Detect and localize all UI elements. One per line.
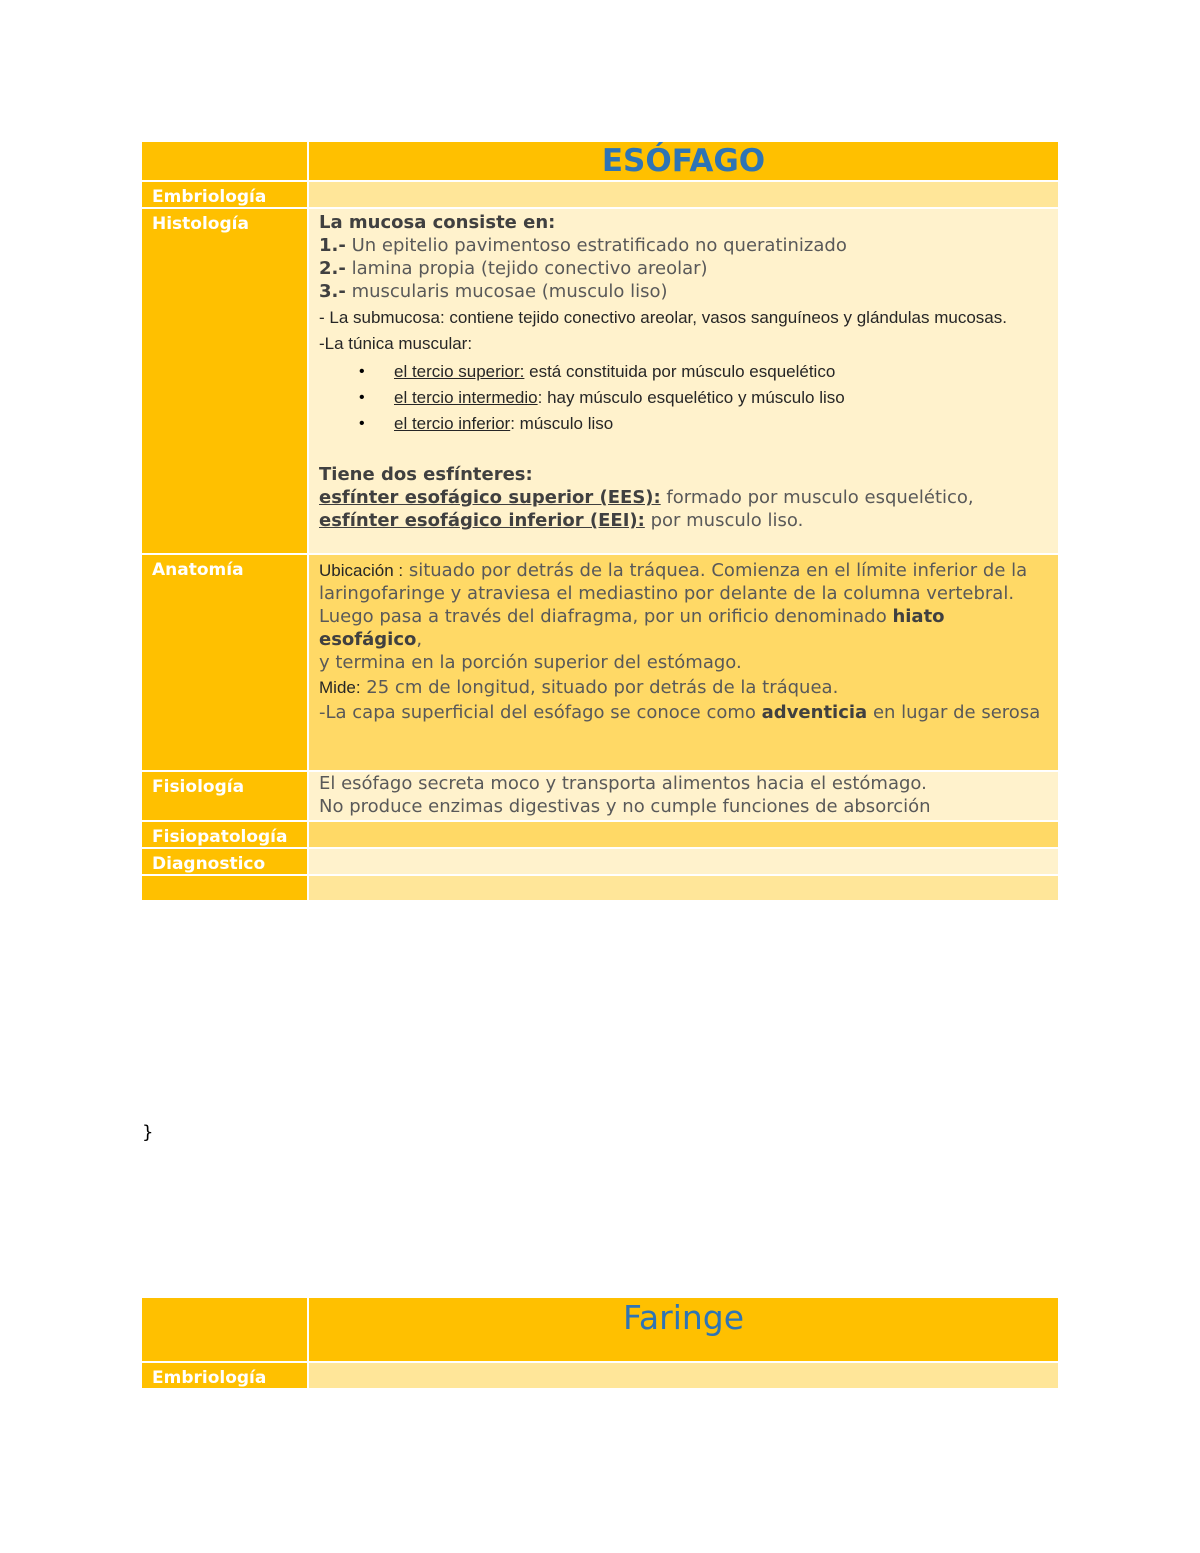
mucosa-item-3 — [319, 280, 1048, 303]
faringe-table — [142, 1298, 1058, 1390]
row-fisiologia — [142, 771, 1058, 821]
esfinter-inferior-text: por musculo liso. — [644, 510, 804, 531]
item-text: lamina propia (tejido conectivo areolar) — [345, 258, 708, 279]
mucosa-heading: La mucosa consiste en: — [319, 212, 556, 233]
list-item — [359, 385, 1048, 411]
mucosa-item-1 — [319, 234, 1048, 257]
bullet-icon: • — [359, 363, 365, 380]
esfinter-inferior-label: esfínter esofágico inferior (EEI): — [319, 510, 645, 531]
esfinter-superior-label: esfínter esofágico superior (EES): — [319, 487, 661, 508]
bullet-icon: • — [359, 389, 365, 406]
esfinter-inferior — [319, 509, 1048, 532]
fisiologia-line-1: El esófago secreta moco y transporta alimentos hacia el estómago. — [319, 773, 927, 794]
tercio-text: : hay músculo esquelético y músculo liso — [537, 388, 845, 407]
tercio-text: : músculo liso — [510, 414, 614, 433]
capa-before: -La capa superficial del esófago se conoce como — [319, 702, 762, 723]
esfinter-superior — [319, 486, 1048, 509]
content-anatomia — [308, 554, 1058, 771]
item-number: 1.- — [319, 235, 346, 256]
content-embriologia — [308, 1362, 1058, 1389]
capa-after: en lugar de serosa — [867, 702, 1041, 723]
tercios-list — [319, 359, 1048, 437]
stray-brace: } — [142, 1122, 154, 1143]
content-fisiologia — [308, 771, 1058, 821]
esofago-table — [142, 142, 1058, 902]
submucosa-text: - La submucosa: contiene tejido conectivo areolar, vasos sanguíneos y glándulas mucosas. — [319, 308, 1007, 327]
ubicacion-text — [319, 559, 1048, 651]
item-number: 3.- — [319, 281, 346, 302]
tercio-label: el tercio intermedio — [394, 388, 538, 407]
row-embriologia — [142, 1362, 1058, 1389]
tercio-text: está constituida por músculo esquelético — [524, 362, 836, 381]
row-anatomia — [142, 554, 1058, 771]
header-empty-cell — [142, 1298, 308, 1362]
item-text: Un epitelio pavimentoso estratificado no queratinizado — [345, 235, 847, 256]
tunica-text: -La túnica muscular: — [319, 334, 473, 353]
row-diagnostico — [142, 848, 1058, 875]
item-number: 2.- — [319, 258, 346, 279]
label-histologia: Histología — [142, 208, 308, 554]
capa-text — [319, 701, 1048, 724]
mide-text — [319, 676, 1048, 699]
label-fisiologia: Fisiología — [142, 771, 308, 821]
label-embriologia: Embriología — [142, 181, 308, 208]
content-embriologia — [308, 181, 1058, 208]
item-text: muscularis mucosae (musculo liso) — [345, 281, 668, 302]
label-anatomia: Anatomía — [142, 554, 308, 771]
mide-label: Mide: — [319, 678, 361, 697]
header-row — [142, 1298, 1058, 1362]
faringe-title: Faringe — [622, 1298, 745, 1337]
title-cell — [308, 1298, 1058, 1362]
esfinter-superior-text: formado por musculo esquelético, — [660, 487, 974, 508]
content-empty — [308, 875, 1058, 901]
row-embriologia — [142, 181, 1058, 208]
fisiologia-line-2: No produce enzimas digestivas y no cumple funciones de absorción — [319, 796, 931, 817]
ubicacion-label: Ubicación : — [319, 561, 404, 580]
list-item — [359, 411, 1048, 437]
adventicia-term: adventicia — [761, 702, 868, 723]
header-empty-cell — [142, 142, 308, 181]
label-embriologia: Embriología — [142, 1362, 308, 1389]
mucosa-item-2 — [319, 257, 1048, 280]
ubicacion-body: situado por detrás de la tráquea. Comienza en el límite inferior de la laringofaringe y atraviesa el mediastino por delante de la columna vertebral. Luego pasa a través del diafragma, por un orificio denominado — [319, 560, 1028, 627]
list-item — [359, 359, 1048, 385]
esfinteres-heading: Tiene dos esfínteres: — [319, 464, 533, 485]
label-diagnostico: Diagnostico — [142, 848, 308, 875]
title-cell — [308, 142, 1058, 181]
page-title: ESÓFAGO — [601, 143, 766, 179]
mide-body: 25 cm de longitud, situado por detrás de la tráquea. — [360, 677, 839, 698]
row-histologia — [142, 208, 1058, 554]
bullet-icon: • — [359, 415, 365, 432]
content-diagnostico — [308, 848, 1058, 875]
tercio-label: el tercio inferior — [394, 414, 511, 433]
row-fisiopatologia — [142, 821, 1058, 848]
tercio-label: el tercio superior: — [394, 362, 525, 381]
termina-text: y termina en la porción superior del estómago. — [319, 652, 742, 673]
header-row — [142, 142, 1058, 181]
label-empty — [142, 875, 308, 901]
label-fisiopatologia: Fisiopatología — [142, 821, 308, 848]
hiato-after: , — [416, 629, 423, 650]
content-histologia — [308, 208, 1058, 554]
row-empty — [142, 875, 1058, 901]
hiato-term: hiato esofágico — [319, 606, 945, 650]
content-fisiopatologia — [308, 821, 1058, 848]
